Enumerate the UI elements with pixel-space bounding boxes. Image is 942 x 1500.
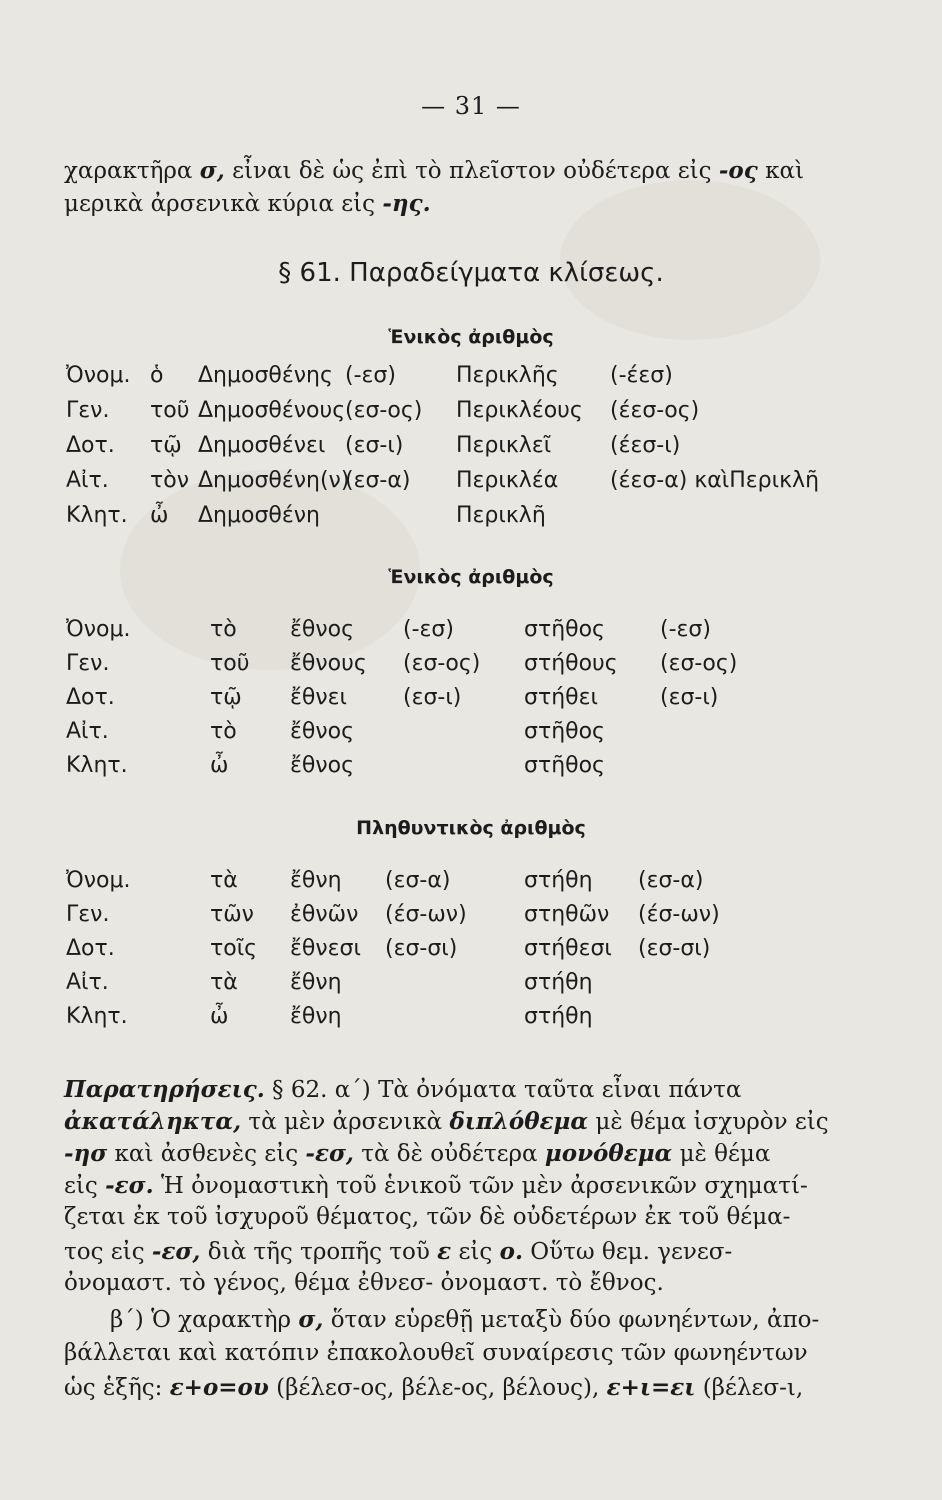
declension-row bbox=[0, 617, 942, 651]
cell-art: τὰ bbox=[210, 868, 238, 893]
cell-noun1: Δημοσθένους bbox=[198, 398, 346, 423]
remarks-line-5: ζεται ἐκ τοῦ ἰσχυροῦ θέματος, τῶν δὲ οὐδετέρων ἐκ τοῦ θέμα- bbox=[64, 1204, 791, 1230]
cell-noun1: ἔθνος bbox=[290, 617, 355, 642]
intro-line-1: χαρακτῆρα σ, εἶναι δὲ ὡς ἐπὶ τὸ πλεῖστον οὐδέτερα εἰς -ος καὶ bbox=[64, 157, 805, 184]
remarks-line-4: εἰς -εσ. Ἡ ὀνομαστικὴ τοῦ ἑνικοῦ τῶν μὲν ἀρσενικῶν σχηματί- bbox=[64, 1172, 808, 1199]
declension-row bbox=[0, 468, 942, 502]
cell-noun2: στηθῶν bbox=[524, 902, 610, 927]
cell-case: Αἰτ. bbox=[66, 719, 109, 744]
cell-noun2: στήθη bbox=[524, 970, 593, 995]
declension-row bbox=[0, 433, 942, 467]
remarks-line-2: ἀκατάληκτα, τὰ μὲν ἀρσενικὰ διπλόθεμα μὲ θέμα ἰσχυρὸν εἰς bbox=[64, 1108, 829, 1135]
cell-stem2: (εσ-σι) bbox=[638, 936, 711, 961]
cell-case: Ὀνομ. bbox=[66, 363, 131, 388]
cell-art: τὸ bbox=[210, 617, 237, 642]
remarks-line-10: ὡς ἑξῆς: ε+ο=ου (βέλεσ-ος, βέλε-ος, βέλους), ε+ι=ει (βέλεσ-ι, bbox=[64, 1374, 804, 1401]
cell-stem2: (έεσ-α) καὶΠερικλῆ bbox=[610, 468, 820, 493]
cell-case: Αἰτ. bbox=[66, 468, 109, 493]
cell-noun2: Περικλῆς bbox=[456, 363, 559, 388]
cell-noun1: Δημοσθένης bbox=[198, 363, 333, 388]
page-number: — 31 — bbox=[421, 92, 521, 120]
cell-stem2: (εσ-ος) bbox=[660, 651, 738, 676]
cell-case: Αἰτ. bbox=[66, 970, 109, 995]
declension-row bbox=[0, 719, 942, 753]
cell-noun1: ἔθνεσι bbox=[290, 936, 361, 961]
cell-stem2: (έεσ-ος) bbox=[610, 398, 700, 423]
cell-stem1: (εσ-α) bbox=[345, 468, 411, 493]
cell-case: Κλητ. bbox=[66, 503, 128, 528]
cell-case: Κλητ. bbox=[66, 753, 128, 778]
cell-noun2: στήθη bbox=[524, 1004, 593, 1029]
remarks-line-9: βάλλεται καὶ κατόπιν ἐπακολουθεῖ συναίρεσις τῶν φωνηέντων bbox=[64, 1340, 808, 1366]
cell-noun2: στῆθος bbox=[524, 719, 605, 744]
cell-noun1: Δημοσθένει bbox=[198, 433, 326, 458]
cell-case: Δοτ. bbox=[66, 685, 115, 710]
cell-art: ὁ bbox=[150, 363, 164, 388]
cell-stem2: (εσ-α) bbox=[638, 868, 704, 893]
declension-row bbox=[0, 685, 942, 719]
cell-case: Κλητ. bbox=[66, 1004, 128, 1029]
cell-noun1: ἔθνος bbox=[290, 719, 355, 744]
cell-stem1: (εσ-ος) bbox=[403, 651, 481, 676]
declension-row bbox=[0, 902, 942, 936]
cell-noun2: Περικλεῖ bbox=[456, 433, 552, 458]
cell-case: Γεν. bbox=[66, 651, 110, 676]
cell-stem1: (εσ-σι) bbox=[385, 936, 458, 961]
cell-stem1: (-εσ) bbox=[403, 617, 454, 642]
cell-art: τὸ bbox=[210, 719, 237, 744]
cell-art: τοῦ bbox=[210, 651, 250, 676]
plural-title: Πληθυντικὸς ἀριθμὸς bbox=[356, 817, 586, 839]
cell-case: Γεν. bbox=[66, 398, 110, 423]
cell-art: ὦ bbox=[150, 503, 169, 528]
cell-noun1: ἔθνη bbox=[290, 970, 342, 995]
cell-art: τὰ bbox=[210, 970, 238, 995]
cell-noun2: στῆθος bbox=[524, 617, 605, 642]
cell-noun2: στήθει bbox=[524, 685, 598, 710]
declension-row bbox=[0, 363, 942, 397]
cell-case: Δοτ. bbox=[66, 936, 115, 961]
cell-stem2: (έσ-ων) bbox=[638, 902, 720, 927]
cell-art: τῷ bbox=[150, 433, 182, 458]
declension-row bbox=[0, 398, 942, 432]
cell-noun1: ἔθνη bbox=[290, 1004, 342, 1029]
cell-noun2: στῆθος bbox=[524, 753, 605, 778]
cell-art: τὸν bbox=[150, 468, 189, 493]
cell-art: τῷ bbox=[210, 685, 242, 710]
cell-art: ὦ bbox=[210, 753, 229, 778]
declension-row bbox=[0, 503, 942, 537]
singular-title-neuter: Ἑνικὸς ἀριθμὸς bbox=[388, 566, 554, 588]
cell-noun2: Περικλέους bbox=[456, 398, 583, 423]
remarks-line-6: τος εἰς -εσ, διὰ τῆς τροπῆς τοῦ ε εἰς ο. Οὕτω θεμ. γενεσ- bbox=[64, 1238, 733, 1265]
cell-noun1: ἔθνους bbox=[290, 651, 367, 676]
cell-noun1: ἔθνη bbox=[290, 868, 342, 893]
remarks-line-3: -ησ καὶ ἀσθενὲς εἰς -εσ, τὰ δὲ οὐδέτερα μονόθεμα μὲ θέμα bbox=[64, 1140, 771, 1167]
cell-noun1: ἔθνος bbox=[290, 753, 355, 778]
cell-noun1: ἔθνει bbox=[290, 685, 347, 710]
cell-noun1: ἐθνῶν bbox=[290, 902, 359, 927]
cell-noun1: Δημοσθένη(ν) bbox=[198, 468, 350, 493]
intro-line-2: μερικὰ ἀρσενικὰ κύρια εἰς -ης. bbox=[64, 190, 431, 217]
cell-stem1: (εσ-α) bbox=[385, 868, 451, 893]
cell-stem1: (εσ-ος) bbox=[345, 398, 423, 423]
cell-case: Δοτ. bbox=[66, 433, 115, 458]
cell-noun2: στήθεσι bbox=[524, 936, 612, 961]
declension-row bbox=[0, 936, 942, 970]
cell-stem2: (-εσ) bbox=[660, 617, 711, 642]
cell-stem1: (-εσ) bbox=[345, 363, 396, 388]
cell-stem2: (έεσ-ι) bbox=[610, 433, 681, 458]
remarks-line-1: Παρατηρήσεις. § 62. α΄) Τὰ ὀνόματα ταῦτα εἶναι πάντα bbox=[64, 1076, 742, 1103]
declension-row bbox=[0, 753, 942, 787]
declension-row bbox=[0, 651, 942, 685]
cell-noun2: στήθη bbox=[524, 868, 593, 893]
declension-row bbox=[0, 1004, 942, 1038]
cell-art: τοῦ bbox=[150, 398, 190, 423]
cell-stem2: (-έεσ) bbox=[610, 363, 673, 388]
declension-row bbox=[0, 970, 942, 1004]
cell-art: τοῖς bbox=[210, 936, 258, 961]
cell-art: ὦ bbox=[210, 1004, 229, 1029]
cell-stem1: (εσ-ι) bbox=[403, 685, 462, 710]
cell-noun1: Δημοσθένη bbox=[198, 503, 320, 528]
singular-title: Ἑνικὸς ἀριθμὸς bbox=[388, 326, 554, 348]
cell-case: Γεν. bbox=[66, 902, 110, 927]
declension-row bbox=[0, 868, 942, 902]
cell-stem2: (εσ-ι) bbox=[660, 685, 719, 710]
cell-case: Ὀνομ. bbox=[66, 617, 131, 642]
remarks-line-8: β΄) Ὁ χαρακτὴρ σ, ὅταν εὑρεθῇ μεταξὺ δύο φωνηέντων, ἀπο- bbox=[110, 1306, 820, 1333]
cell-art: τῶν bbox=[210, 902, 254, 927]
remarks-line-7: ὀνομαστ. τὸ γένος, θέμα ἐθνεσ- ὀνομαστ. τὸ ἔθνος. bbox=[64, 1270, 664, 1296]
cell-noun2: Περικλῆ bbox=[456, 503, 546, 528]
cell-noun2: στήθους bbox=[524, 651, 618, 676]
section-heading: § 61. Παραδείγματα κλίσεως. bbox=[278, 258, 664, 288]
cell-noun2: Περικλέα bbox=[456, 468, 559, 493]
cell-stem1: (εσ-ι) bbox=[345, 433, 404, 458]
cell-stem1: (έσ-ων) bbox=[385, 902, 467, 927]
cell-case: Ὀνομ. bbox=[66, 868, 131, 893]
